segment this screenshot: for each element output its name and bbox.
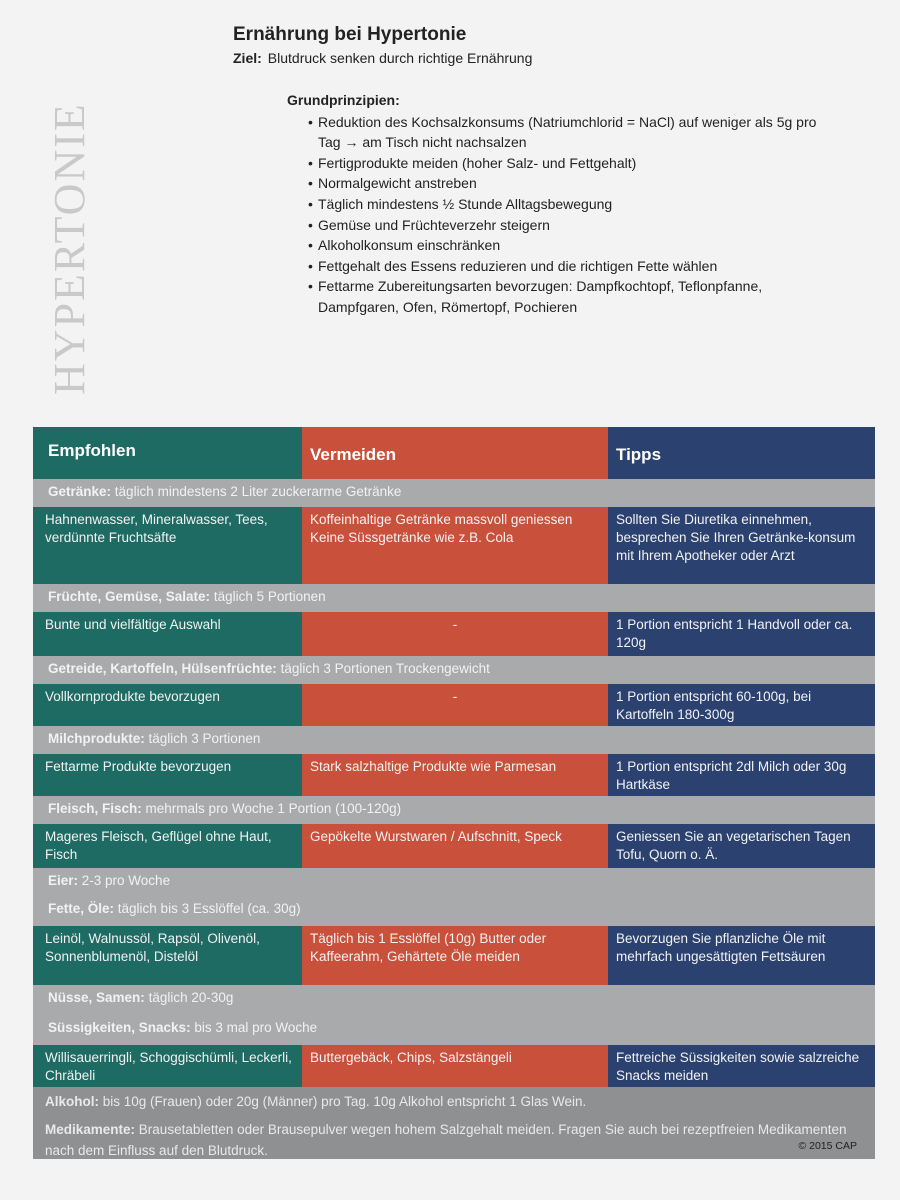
cell-tips: 1 Portion entspricht 1 Handvoll oder ca. 120g <box>608 612 875 656</box>
category-label: Fleisch, Fisch: <box>48 801 142 816</box>
category-band <box>33 1015 875 1045</box>
cell-avoid: - <box>302 684 608 726</box>
table-footer <box>33 1087 875 1159</box>
category-note: bis 3 mal pro Woche <box>194 1020 318 1035</box>
principle-item: • Normalgewicht anstreben <box>308 173 827 194</box>
principle-item: • Reduktion des Kochsalzkonsums (Natriumchlorid = NaCl) auf weniger als 5g pro Tag → am Tisch nicht nachsalzen <box>308 112 827 153</box>
category-label: Süssigkeiten, Snacks: <box>48 1020 191 1035</box>
cell-tips: Sollten Sie Diuretika einnehmen, besprechen Sie Ihren Getränke-konsum mit Ihrem Apotheker oder Arzt <box>608 507 875 584</box>
category-band <box>33 656 875 684</box>
category-note: 2-3 pro Woche <box>81 873 171 888</box>
principle-item: • Täglich mindestens ½ Stunde Alltagsbewegung <box>308 194 827 215</box>
table-row <box>33 507 875 584</box>
category-note: täglich bis 3 Esslöffel (ca. 30g) <box>117 901 301 916</box>
nutrition-table <box>33 427 875 1159</box>
cell-tips: 1 Portion entspricht 2dl Milch oder 30g Hartkäse <box>608 754 875 796</box>
cell-avoid: - <box>302 612 608 656</box>
medication-label: Medikamente: <box>45 1122 136 1137</box>
category-band <box>33 726 875 754</box>
cell-recommended: Mageres Fleisch, Geflügel ohne Haut, Fisch <box>33 824 302 868</box>
category-band <box>33 584 875 612</box>
table-row <box>33 684 875 726</box>
alcohol-text: bis 10g (Frauen) oder 20g (Männer) pro Tag. 10g Alkohol entspricht 1 Glas Wein. <box>102 1094 587 1109</box>
category-band <box>33 868 875 896</box>
copyright: © 2015 CAP <box>798 1140 857 1152</box>
header-tips: Tipps <box>608 427 875 479</box>
cell-recommended: Leinöl, Walnussöl, Rapsöl, Olivenöl, Sonnenblumenöl, Distelöl <box>33 926 302 985</box>
goal-text: Blutdruck senken durch richtige Ernährung <box>267 50 533 66</box>
principles-block <box>287 90 827 318</box>
alcohol-label: Alkohol: <box>45 1094 99 1109</box>
principles-heading: Grundprinzipien: <box>287 92 400 108</box>
alcohol-note <box>45 1091 860 1119</box>
category-label: Nüsse, Samen: <box>48 990 145 1005</box>
cell-tips: Geniessen Sie an vegetarischen Tagen Tofu, Quorn o. Ä. <box>608 824 875 868</box>
table-row <box>33 926 875 985</box>
category-note: mehrmals pro Woche 1 Portion (100-120g) <box>145 801 402 816</box>
category-label: Früchte, Gemüse, Salate: <box>48 589 211 604</box>
category-label: Eier: <box>48 873 79 888</box>
goal-line <box>233 50 532 66</box>
page-title: Ernährung bei Hypertonie <box>233 24 467 45</box>
principle-item: • Fettgehalt des Essens reduzieren und die richtigen Fette wählen <box>308 256 827 277</box>
category-label: Fette, Öle: <box>48 901 115 916</box>
cell-tips: 1 Portion entspricht 60-100g, bei Kartoffeln 180-300g <box>608 684 875 726</box>
category-note: täglich 3 Portionen Trockengewicht <box>280 661 490 676</box>
table-row <box>33 754 875 796</box>
cell-tips: Fettreiche Süssigkeiten sowie salzreiche Snacks meiden <box>608 1045 875 1087</box>
header-recommended: Empfohlen <box>33 427 302 479</box>
category-label: Milchprodukte: <box>48 731 145 746</box>
category-band <box>33 796 875 824</box>
header-avoid: Vermeiden <box>302 427 608 479</box>
medication-text: Brausetabletten oder Brausepulver wegen hohem Salzgehalt meiden. Fragen Sie auch bei rezeptfreien Medikamenten nach dem Einfluss auf den Blutdruck. <box>45 1122 847 1158</box>
category-note: täglich mindestens 2 Liter zuckerarme Getränke <box>114 484 402 499</box>
category-note: täglich 20-30g <box>148 990 234 1005</box>
principle-item: • Fertigprodukte meiden (hoher Salz- und Fettgehalt) <box>308 153 827 174</box>
cell-avoid: Koffeinhaltige Getränke massvoll geniessen Keine Süssgetränke wie z.B. Cola <box>302 507 608 584</box>
category-note: täglich 3 Portionen <box>148 731 261 746</box>
principles-list <box>287 112 827 318</box>
cell-recommended: Willisauerringli, Schoggischümli, Leckerli, Chräbeli <box>33 1045 302 1087</box>
cell-avoid: Buttergebäck, Chips, Salzstängeli <box>302 1045 608 1087</box>
table-header <box>33 427 875 479</box>
category-note: täglich 5 Portionen <box>213 589 326 604</box>
principle-item: • Gemüse und Früchteverzehr steigern <box>308 215 827 236</box>
category-band <box>33 896 875 926</box>
cell-recommended: Fettarme Produkte bevorzugen <box>33 754 302 796</box>
category-band <box>33 479 875 507</box>
cell-avoid: Täglich bis 1 Esslöffel (10g) Butter oder Kaffeerahm, Gehärtete Öle meiden <box>302 926 608 985</box>
cell-recommended: Hahnenwasser, Mineralwasser, Tees, verdünnte Fruchtsäfte <box>33 507 302 584</box>
category-label: Getreide, Kartoffeln, Hülsenfrüchte: <box>48 661 277 676</box>
principle-item: • Fettarme Zubereitungsarten bevorzugen: Dampfkochtopf, Teflonpfanne, Dampfgaren, Ofen, Römertopf, Pochieren <box>308 276 827 317</box>
cell-recommended: Bunte und vielfältige Auswahl <box>33 612 302 656</box>
cell-recommended: Vollkornprodukte bevorzugen <box>33 684 302 726</box>
table-row <box>33 612 875 656</box>
table-row <box>33 824 875 868</box>
principle-item: • Alkoholkonsum einschränken <box>308 235 827 256</box>
side-title: HYPERTONIE <box>45 102 94 395</box>
cell-tips: Bevorzugen Sie pflanzliche Öle mit mehrfach ungesättigten Fettsäuren <box>608 926 875 985</box>
medication-note <box>45 1119 860 1161</box>
cell-avoid: Stark salzhaltige Produkte wie Parmesan <box>302 754 608 796</box>
goal-label: Ziel: <box>233 50 262 66</box>
table-row <box>33 1045 875 1087</box>
cell-avoid: Gepökelte Wurstwaren / Aufschnitt, Speck <box>302 824 608 868</box>
category-band <box>33 985 875 1015</box>
category-label: Getränke: <box>48 484 112 499</box>
